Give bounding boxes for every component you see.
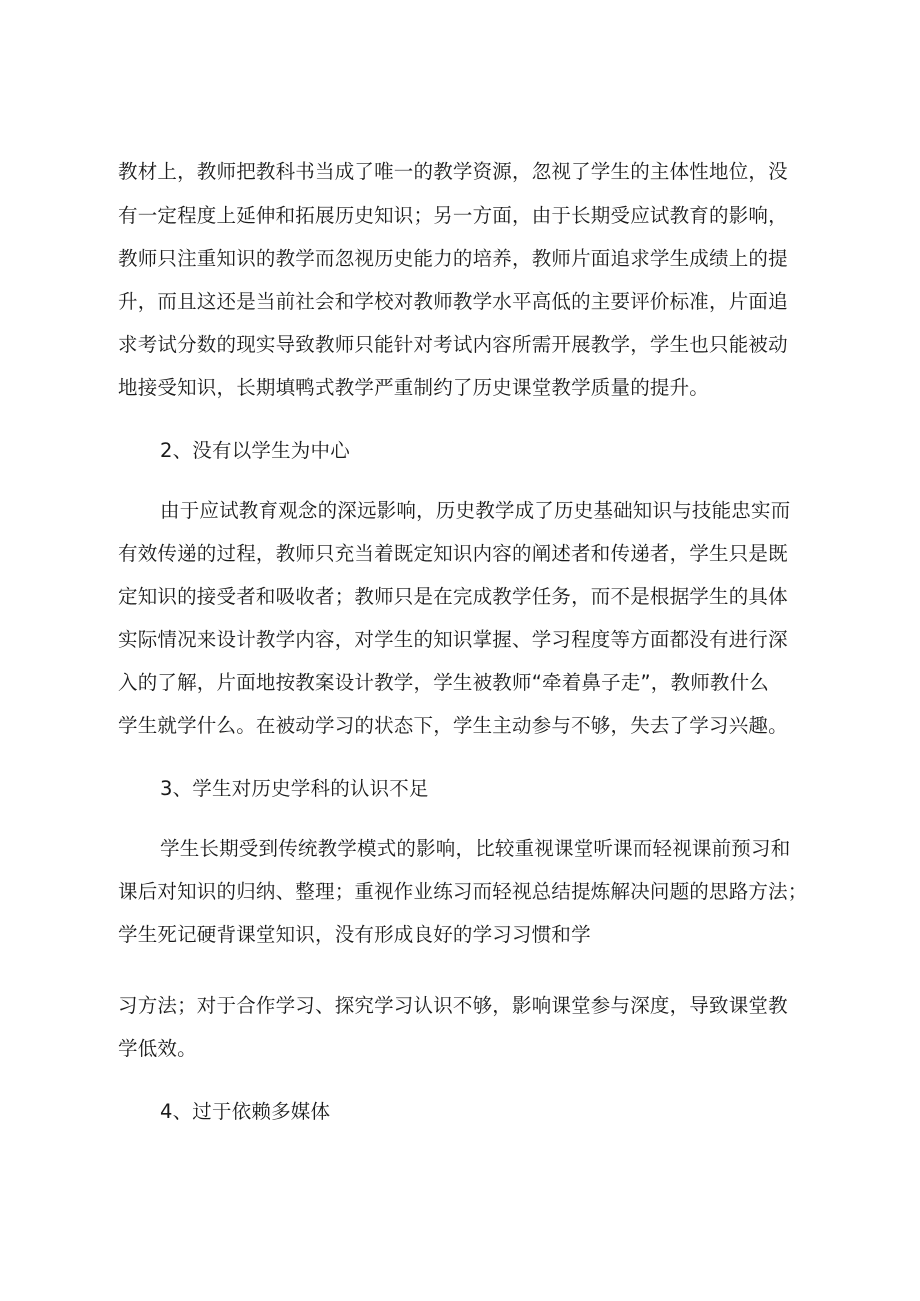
- paragraph-line: 入的了解，片面地按教案设计教学，学生被教师“牵着鼻子走”，教师教什么: [118, 671, 770, 694]
- paragraph-line: 由于应试教育观念的深远影响，历史教学成了历史基础知识与技能忠实而: [160, 499, 791, 522]
- paragraph-line: 学生死记硬背课堂知识，没有形成良好的学习习惯和学: [118, 923, 591, 946]
- paragraph-line: 学生长期受到传统教学模式的影响，比较重视课堂听课而轻视课前预习和: [160, 837, 791, 860]
- paragraph-line: 教材上，教师把教科书当成了唯一的教学资源，忽视了学生的主体性地位，没: [118, 160, 788, 183]
- paragraph-line: 定知识的接受者和吸收者；教师只是在完成教学任务，而不是根据学生的具体: [118, 585, 788, 608]
- paragraph-line: 课后对知识的归纳、整理；重视作业练习而轻视总结提炼解决问题的思路方法；: [118, 880, 808, 903]
- paragraph-line: 求考试分数的现实导致教师只能针对考试内容所需开展教学，学生也只能被动: [118, 333, 788, 356]
- section-heading: 2、没有以学生为中心: [160, 439, 350, 462]
- paragraph-line: 有效传递的过程，教师只充当着既定知识内容的阐述者和传递者，学生只是既: [118, 542, 788, 565]
- paragraph-line: 习方法；对于合作学习、探究学习认识不够，影响课堂参与深度，导致课堂教: [118, 994, 788, 1017]
- paragraph-line: 有一定程度上延伸和拓展历史知识；另一方面，由于长期受应试教育的影响，: [118, 204, 788, 227]
- paragraph-line: 学低效。: [118, 1037, 197, 1060]
- section-heading: 4、过于依赖多媒体: [160, 1100, 331, 1123]
- section-heading: 3、学生对历史学科的认识不足: [160, 777, 429, 800]
- paragraph-line: 学生就学什么。在被动学习的状态下，学生主动参与不够，失去了学习兴趣。: [118, 714, 788, 737]
- paragraph-line: 实际情况来设计教学内容，对学生的知识掌握、学习程度等方面都没有进行深: [118, 628, 788, 651]
- paragraph-line: 升，而且这还是当前社会和学校对教师教学水平高低的主要评价标准，片面追: [118, 290, 788, 313]
- paragraph-line: 教师只注重知识的教学而忽视历史能力的培养，教师片面追求学生成绩上的提: [118, 247, 788, 270]
- paragraph-line: 地接受知识，长期填鸭式教学严重制约了历史课堂教学质量的提升。: [118, 376, 710, 399]
